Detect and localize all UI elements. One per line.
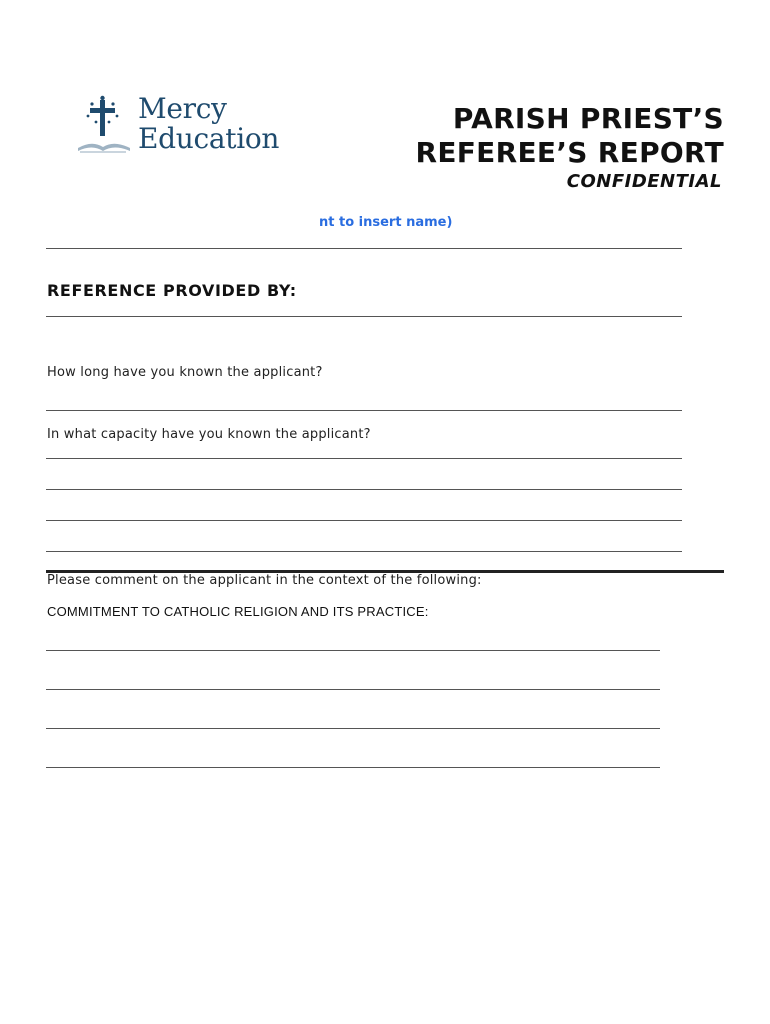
comment-intro-text: Please comment on the applicant in the context of the following: [47,573,482,588]
how-long-answer-line[interactable] [46,410,682,411]
cross-star-icon [76,94,136,158]
applicant-name-note: nt to insert name) [319,215,453,230]
capacity-answer-line[interactable] [46,458,682,459]
capacity-answer-line[interactable] [46,551,682,552]
commitment-section-heading: COMMITMENT TO CATHOLIC RELIGION AND ITS PRACTICE: [47,604,429,619]
reference-provided-by-line[interactable] [46,316,682,317]
capacity-question: In what capacity have you known the applicant? [47,427,371,442]
commitment-answer-line[interactable] [46,767,660,768]
capacity-answer-line[interactable] [46,489,682,490]
commitment-answer-line[interactable] [46,689,660,690]
commitment-answer-line[interactable] [46,650,660,651]
logo-text-mercy: Mercy [138,92,227,125]
report-title-line1: PARISH PRIEST’S [452,102,724,135]
logo-text-education: Education [138,122,280,155]
mercy-education-logo [76,94,291,158]
how-long-question: How long have you known the applicant? [47,365,323,380]
report-title-line2: REFEREE’S REPORT [415,136,724,169]
commitment-answer-line[interactable] [46,728,660,729]
applicant-name-line[interactable] [46,248,682,249]
reference-provided-by-heading: REFERENCE PROVIDED BY: [47,281,297,300]
confidential-label: CONFIDENTIAL [566,171,722,192]
capacity-answer-line[interactable] [46,520,682,521]
